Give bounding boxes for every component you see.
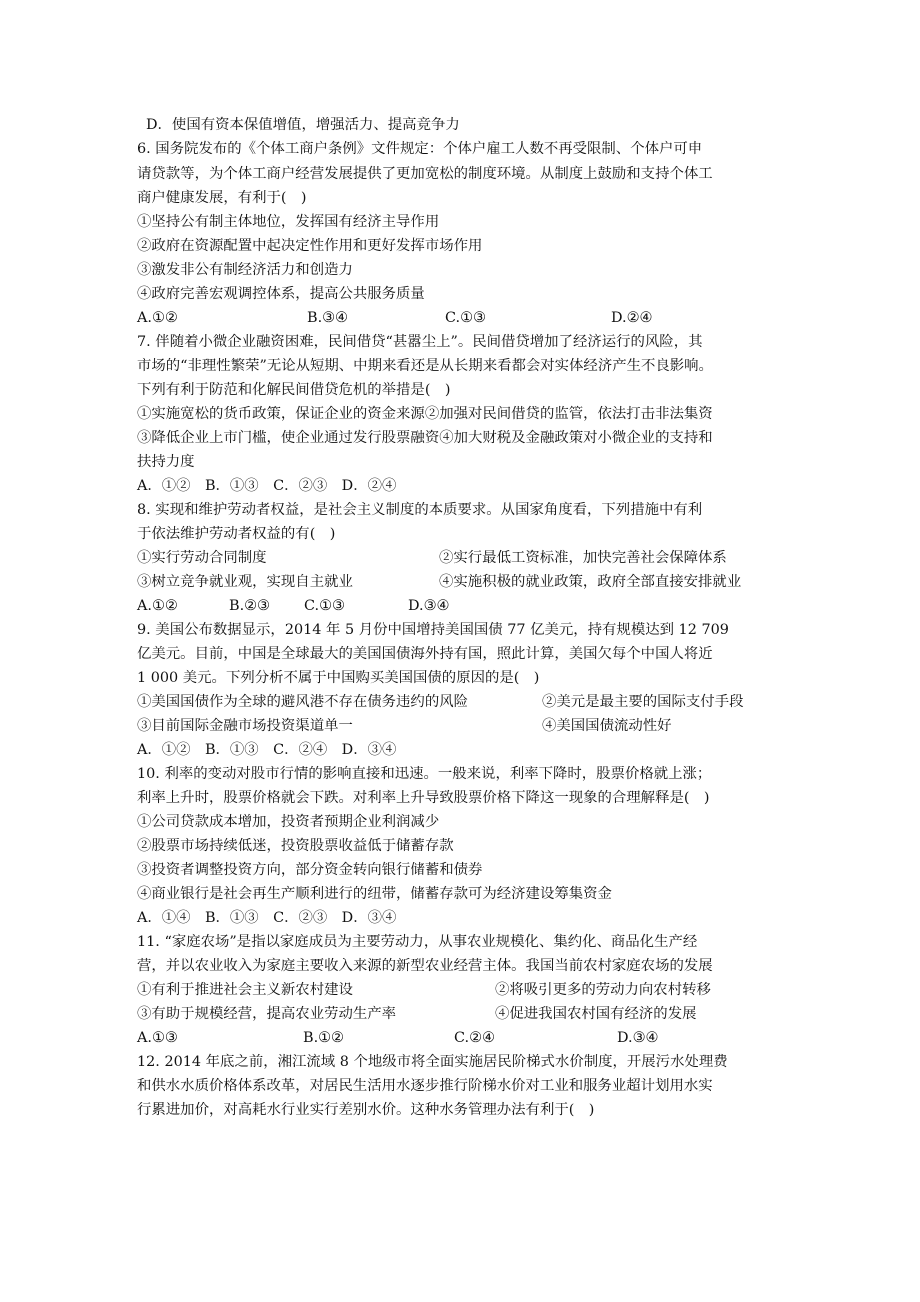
q7-stem-line: 下列有利于防范和化解民间借贷危机的举措是( ) [137,382,451,398]
q10-statement: ③投资者调整投资方向，部分资金转向银行储蓄和债券 [137,862,483,878]
q12-stem-line: 行累进加价，对高耗水行业实行差别水价。这种水务管理办法有利于( ) [137,1102,595,1118]
q9-stem-line: 亿美元。目前，中国是全球最大的美国国债海外持有国，照此计算，美国欠每个中国人将近 [137,646,713,662]
q10-statement: ②股票市场持续低迷，投资股票收益低于储蓄存款 [137,838,454,854]
q6-stem-line: 请贷款等，为个体工商户经营发展提供了更加宽松的制度环境。从制度上鼓励和支持个体工 [137,166,713,182]
q6-stem-line: 商户健康发展，有利于( ) [137,190,307,206]
q6-statement: ④政府完善宏观调控体系，提高公共服务质量 [137,286,425,302]
q10-stem-line: 10. 利率的变动对股市行情的影响直接和迅速。一般来说，利率下降时，股票价格就上涨； [137,766,712,782]
q11-stem-line: 11. “家庭农场”是指以家庭成员为主要劳动力，从事农业规模化、集约化、商品化生产经 [137,934,698,950]
q8-option-d: D.③④ [408,598,450,614]
q11-option-b: B.①② [303,1030,344,1046]
q6-statement: ③激发非公有制经济活力和创造力 [137,262,353,278]
q10-options: A．①④ B．①③ C．②③ D．③④ [137,910,397,926]
q12-stem-line: 和供水水质价格体系改革，对居民生活用水逐步推行阶梯水价对工业和服务业超计划用水实 [137,1078,713,1094]
q11-statement: ①有利于推进社会主义新农村建设 [137,982,353,998]
q7-options: A．①② B．①③ C．②③ D．②④ [137,478,397,494]
q11-statement: ④促进我国农村国有经济的发展 [495,1006,697,1022]
q9-statement: ②美元是最主要的国际支付手段 [542,694,744,710]
q10-stem-line: 利率上升时，股票价格就会下跌。对利率上升导致股票价格下降这一现象的合理解释是( ) [137,790,710,806]
q9-statement: ④美国国债流动性好 [542,718,672,734]
q8-option-a: A.①② [137,598,178,614]
q7-statement-line: ①实施宽松的货币政策，保证企业的资金来源②加强对民间借贷的监管，依法打击非法集资 [137,406,713,422]
q8-statement: ①实行劳动合同制度 [137,550,267,566]
q8-option-c: C.①③ [304,598,345,614]
q9-statement: ③目前国际金融市场投资渠道单一 [137,718,353,734]
q11-option-d: D.③④ [617,1030,659,1046]
q5-option-d: D．使国有资本保值增值，增强活力、提高竞争力 [146,117,460,133]
q11-statement: ②将吸引更多的劳动力向农村转移 [495,982,711,998]
q9-stem-line: 1 000 美元。下列分析不属于中国购买美国国债的原因的是( ) [137,670,540,686]
q6-stem-line: 6. 国务院发布的《个体工商户条例》文件规定：个体户雇工人数不再受限制、个体户可申 [137,141,703,157]
q8-statement: ③树立竞争就业观，实现自主就业 [137,574,353,590]
q11-option-c: C.②④ [454,1030,495,1046]
q7-statement-line: 扶持力度 [137,454,195,470]
q10-statement: ①公司贷款成本增加，投资者预期企业利润减少 [137,814,440,830]
q10-statement: ④商业银行是社会再生产顺利进行的纽带，储蓄存款可为经济建设筹集资金 [137,886,612,902]
q6-option-c: C.①③ [445,310,486,326]
q6-option-d: D.②④ [611,310,653,326]
q7-stem-line: 市场的“非理性繁荣”无论从短期、中期来看还是从长期来看都会对实体经济产生不良影响。 [137,358,713,374]
q9-options: A．①② B．①③ C．②④ D．③④ [137,742,397,758]
q7-stem-line: 7. 伴随着小微企业融资困难，民间借贷“甚嚣尘上”。民间借贷增加了经济运行的风险，其 [137,334,703,350]
q6-option-a: A.①② [137,310,178,326]
q8-stem-line: 8. 实现和维护劳动者权益，是社会主义制度的本质要求。从国家角度看，下列措施中有利 [137,502,703,518]
q9-statement: ①美国国债作为全球的避风港不存在债务违约的风险 [137,694,468,710]
q6-statement: ①坚持公有制主体地位，发挥国有经济主导作用 [137,214,440,230]
q6-statement: ②政府在资源配置中起决定性作用和更好发挥市场作用 [137,238,483,254]
q7-statement-line: ③降低企业上市门槛，使企业通过发行股票融资④加大财税及金融政策对小微企业的支持和 [137,430,713,446]
q8-statement: ②实行最低工资标准，加快完善社会保障体系 [439,550,727,566]
q9-stem-line: 9. 美国公布数据显示，2014 年 5 月份中国增持美国国债 77 亿美元，持有规模达到 12 709 [137,622,729,638]
q12-stem-line: 12. 2014 年底之前，湘江流域 8 个地级市将全面实施居民阶梯式水价制度，开展污水处理费 [137,1054,728,1070]
q8-option-b: B.②③ [229,598,270,614]
q8-stem-line: 于依法维护劳动者权益的有( ) [137,526,336,542]
q11-statement: ③有助于规模经营，提高农业劳动生产率 [137,1006,397,1022]
q11-stem-line: 营，并以农业收入为家庭主要收入来源的新型农业经营主体。我国当前农村家庭农场的发展 [137,958,713,974]
q6-option-b: B.③④ [307,310,348,326]
q8-statement: ④实施积极的就业政策，政府全部直接安排就业 [439,574,742,590]
q11-option-a: A.①③ [137,1030,178,1046]
